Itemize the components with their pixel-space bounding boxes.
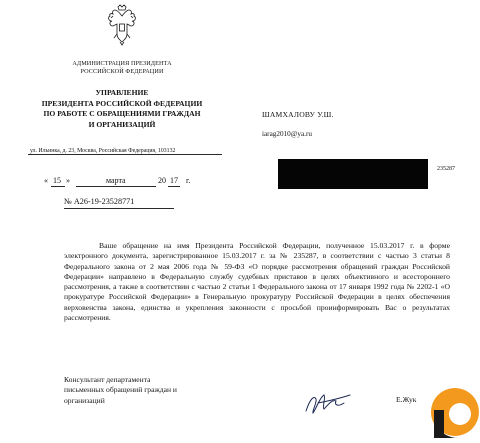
date-year-suffix: 17 <box>170 176 178 185</box>
date-year-prefix: 20 <box>158 176 166 185</box>
signatory-position <box>64 375 177 406</box>
date-close-quote: » <box>66 176 70 185</box>
reference-underline <box>64 208 174 209</box>
date-month-underline <box>76 186 156 187</box>
address-divider <box>28 154 222 155</box>
dept-line-3: ПО РАБОТЕ С ОБРАЩЕНИЯМИ ГРАЖДАН <box>43 109 201 119</box>
dept-line-1: УПРАВЛЕНИЕ <box>95 88 149 97</box>
date-month: марта <box>106 176 126 185</box>
admin-line-2: РОССИЙСКОЙ ФЕДЕРАЦИИ <box>80 67 164 75</box>
coat-of-arms-emblem <box>105 4 139 46</box>
position-line-2: письменных обращений граждан и <box>64 385 177 395</box>
admin-line-1: АДМИНИСТРАЦИЯ ПРЕЗИДЕНТА <box>72 60 172 67</box>
letter-body: Ваше обращение на имя Президента Российской Федерации, полученное 15.03.2017 г. в форме электронного документа, зарегистрированное 15.03.2017 г. за № 235287, в соответствии с частью 3 статьи 8 Федерального закона от 2 мая 2006 года № 59-ФЗ «О порядке рассмотрения обращений граждан Российской Федерации» направлено в Федеральную службу судебных приставов в целях объективного и всестороннего рассмотрения, а также в соответствии с частью 2 статьи 1 Федерального закона от 17 января 1992 года № 2202-1 «О прокуратуре Российской Федерации» в Генеральную прокуратуру Российской Федерации в целях обеспечения верховенства закона, единства и укрепления законности с просьбой проинформировать Вас о результатах рассмотрения. <box>64 241 450 323</box>
office-address: ул. Ильинка, д. 23, Москва, Российская Федерация, 103132 <box>30 148 176 154</box>
barcode-redaction <box>278 159 428 189</box>
department-title <box>34 88 210 130</box>
date-year-word: г. <box>186 176 191 185</box>
signer-name: Е.Жук <box>396 395 417 404</box>
dept-line-2: ПРЕЗИДЕНТА РОССИЙСКОЙ ФЕДЕРАЦИИ <box>41 98 203 108</box>
dept-line-4: И ОРГАНИЗАЦИЙ <box>88 119 156 129</box>
orange-circle-logo-icon <box>430 382 480 438</box>
double-headed-eagle-emblem-icon <box>105 4 139 46</box>
administration-header <box>58 60 186 75</box>
date-year-underline <box>168 186 180 187</box>
watermark-logo <box>430 382 480 438</box>
position-line-1: Консультант департамента <box>64 375 151 384</box>
recipient-name: ШАМХАЛОВУ У.Ш. <box>262 110 334 119</box>
position-line-3: организаций <box>64 395 105 405</box>
reference-number: № А26-19-23528771 <box>64 197 135 206</box>
recipient-email: iarag2010@ya.ru <box>262 130 312 138</box>
date-open-quote: « <box>44 176 48 185</box>
signature-scribble <box>298 385 358 425</box>
date-day: 15 <box>53 176 61 185</box>
barcode-number: 235287 <box>437 166 455 172</box>
date-day-underline <box>51 186 65 187</box>
handwritten-signature <box>298 385 358 425</box>
